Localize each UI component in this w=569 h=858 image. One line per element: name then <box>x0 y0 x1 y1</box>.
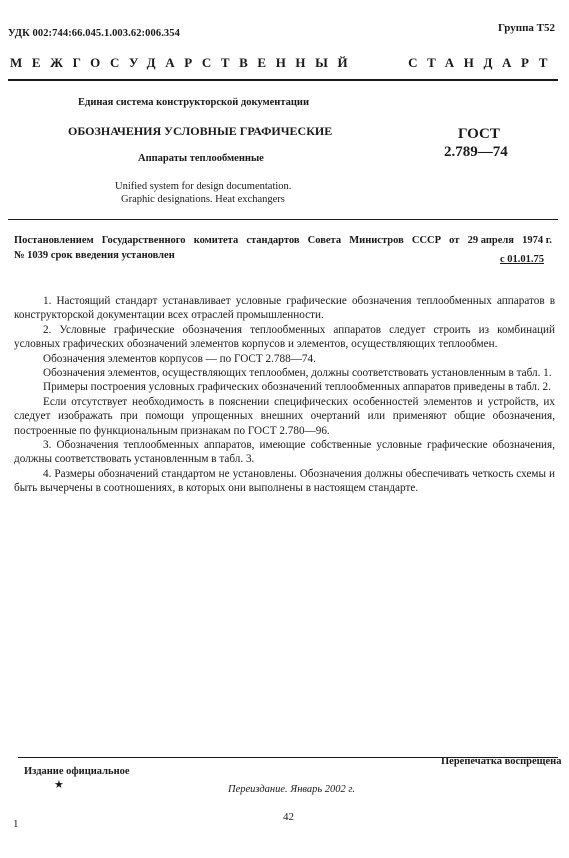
decree-word: Совета <box>307 235 342 246</box>
body-paragraph: Обозначения элементов, осуществляющих теплообмен, должны соответствовать установленным в табл. 1. <box>43 367 552 380</box>
body-paragraph: Обозначения элементов корпусов — по ГОСТ 2.788—74. <box>43 352 316 365</box>
decree-line <box>14 235 552 246</box>
udk-code: УДК 002:744:66.045.1.003.62:006.354 <box>8 28 180 39</box>
title-rule <box>8 219 558 220</box>
decree-word: 29 апреля <box>467 235 514 246</box>
interstate-word: МЕЖГОСУДАРСТВЕННЫЙ <box>10 55 358 70</box>
official-edition-label: Издание официальное <box>24 766 130 777</box>
page-number: 42 <box>283 811 294 823</box>
document-title: ОБОЗНАЧЕНИЯ УСЛОВНЫЕ ГРАФИЧЕСКИЕ <box>68 124 333 138</box>
body-paragraph: Если отсутствует необходимость в пояснении специфических особенностей элементов и устройств, их следует изображать при помощи упрощенных внешних очертаний или применяют общие обозначения, построенные по функциональным признакам по ГОСТ 2.780—96. <box>14 395 555 437</box>
standard-word: СТАНДАРТ <box>408 55 557 70</box>
decree-word: Постановлением <box>14 235 94 246</box>
system-title: Единая система конструкторской документации <box>78 97 309 108</box>
gost-label: ГОСТ <box>458 126 500 142</box>
decree-word: от <box>449 235 460 246</box>
body-paragraph: 3. Обозначения теплообменных аппаратов, имеющие собственные условные графические обозначения, должны соответствовать установленным в табл. 3. <box>14 439 555 466</box>
body-paragraph: 2. Условные графические обозначения теплообменных аппаратов следует строить из комбинаций условных графических обозначений элементов корпусов и элементов, осуществляющих теплообмен. <box>14 323 555 351</box>
header-rule <box>8 79 558 81</box>
group-code: Группа Т52 <box>497 22 555 34</box>
decree-word: Государственного <box>101 235 186 246</box>
standard-body <box>14 294 555 496</box>
body-paragraph: Примеры построения условных графических обозначений теплообменных аппаратов приведены в табл. 2. <box>43 381 551 394</box>
english-title-line: Graphic designations. Heat exchangers <box>121 194 285 205</box>
document-subtitle: Аппараты теплообменные <box>138 153 264 164</box>
interstate-standard-heading <box>10 55 557 71</box>
decree-word: СССР <box>411 235 442 246</box>
body-paragraph: 4. Размеры обозначений стандартом не установлены. Обозначения должны обеспечивать четкость схемы и быть вычерчены в соотношениях, в которых они выполнены в настоящем стандарте. <box>14 467 555 495</box>
body-paragraph: 1. Настоящий стандарт устанавливает условные графические обозначения теплообменных аппаратов в конструкторской документации всех отраслей промышленности. <box>14 295 555 322</box>
reprint-prohibited-label: Перепечатка воспрещена <box>441 756 562 767</box>
sheet-number: 1 <box>13 818 19 830</box>
gost-number: 2.789—74 <box>444 144 508 160</box>
reissue-note: Переиздание. Январь 2002 г. <box>228 784 355 795</box>
star-icon: ★ <box>54 779 64 791</box>
decree-word: стандартов <box>246 235 300 246</box>
introduction-date: с 01.01.75 <box>500 254 545 265</box>
decree-word: комитета <box>193 235 239 246</box>
decree-line: № 1039 срок введения установлен <box>14 250 175 261</box>
decree-word: 1974 г. <box>522 235 552 246</box>
english-title-line: Unified system for design documentation. <box>115 181 292 192</box>
decree-word: Министров <box>349 235 404 246</box>
